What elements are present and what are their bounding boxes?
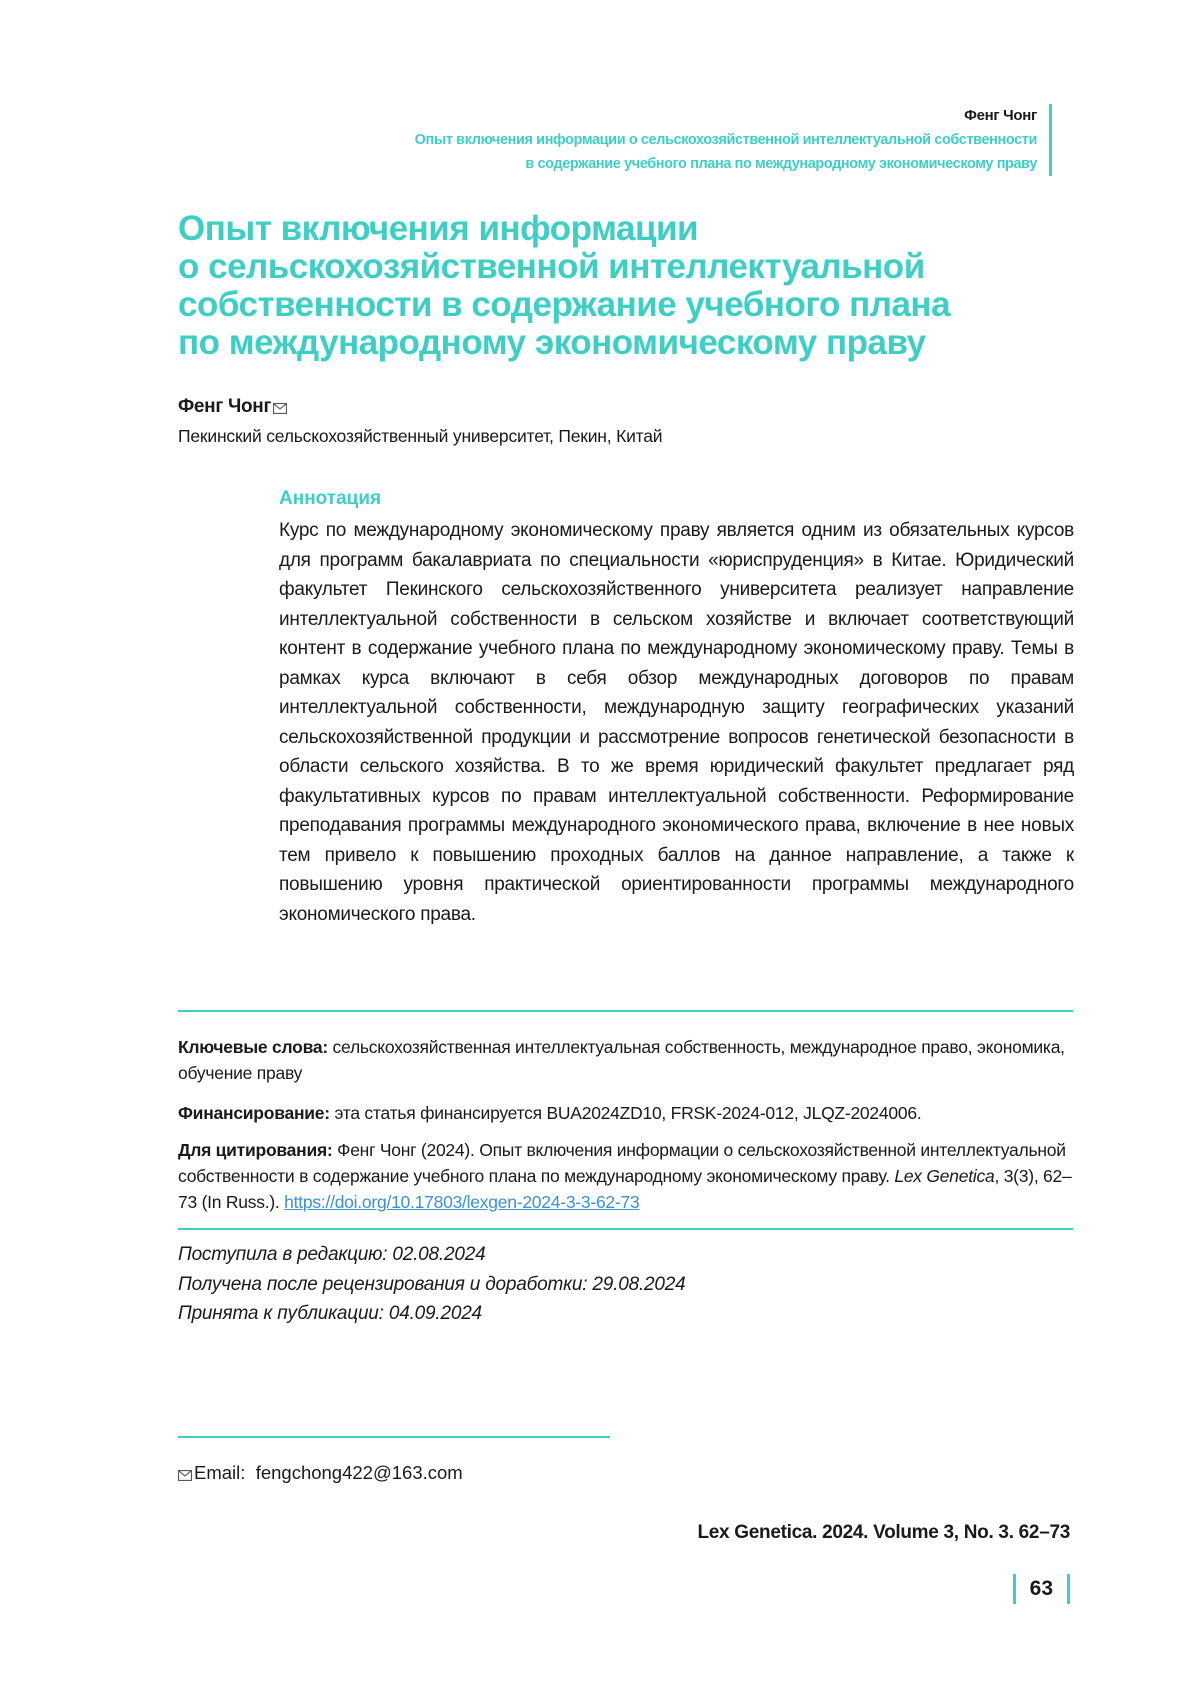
article-title-line1: Опыт включения информации <box>178 209 699 248</box>
footnote-divider <box>178 1436 610 1438</box>
funding <box>178 1100 1073 1126</box>
date-accepted: Принята к публикации: 04.09.2024 <box>178 1303 482 1324</box>
funding-label: Финансирование: <box>178 1103 330 1123</box>
doi-link[interactable]: https://doi.org/10.17803/lexgen-2024-3-3-62-73 <box>284 1192 640 1212</box>
keywords <box>178 1034 1073 1086</box>
article-dates <box>178 1240 686 1329</box>
envelope-icon[interactable] <box>273 398 287 420</box>
article-title <box>178 210 1038 362</box>
email-address[interactable]: fengchong422@163.com <box>255 1462 463 1483</box>
running-header-title-line2: в содержание учебного плана по международному экономическому праву <box>525 156 1037 172</box>
date-received: Поступила в редакцию: 02.08.2024 <box>178 1244 486 1265</box>
page-number: 63 <box>1013 1574 1070 1604</box>
email-label: Email: <box>194 1462 246 1483</box>
abstract-heading: Аннотация <box>279 488 382 509</box>
keywords-text: сельскохозяйственная интеллектуальная собственность, международное право, экономика, обучение праву <box>178 1037 1065 1083</box>
citation-label: Для цитирования: <box>178 1140 333 1160</box>
running-header-author: Фенг Чонг <box>964 107 1037 124</box>
article-title-line4: по международному экономическому праву <box>178 323 926 362</box>
envelope-icon <box>178 1464 192 1486</box>
citation <box>178 1137 1073 1215</box>
running-header-title-line1: Опыт включения информации о сельскохозяйственной интеллектуальной собственности <box>414 132 1037 148</box>
article-title-line3: собственности в содержание учебного плана <box>178 285 951 324</box>
running-header <box>415 104 1052 176</box>
keywords-label: Ключевые слова: <box>178 1037 328 1057</box>
citation-journal: Lex Genetica <box>894 1166 995 1186</box>
divider-middle <box>178 1228 1073 1230</box>
date-revised: Получена после рецензирования и доработки: 29.08.2024 <box>178 1273 686 1295</box>
funding-text: эта статья финансируется BUA2024ZD10, FRSK-2024-012, JLQZ-2024006. <box>334 1103 922 1123</box>
divider-top <box>178 1010 1073 1012</box>
author-line <box>178 396 287 420</box>
email-footnote <box>178 1462 463 1486</box>
journal-footer: Lex Genetica. 2024. Volume 3, No. 3. 62–73 <box>697 1522 1070 1543</box>
citation-text: Фенг Чонг (2024). Опыт включения информации о сельскохозяйственной интеллектуальной собственности в содержание учебного плана по международному экономическому праву. <box>178 1140 1066 1186</box>
citation-volume: , 3(3), 62–73 (In Russ.). <box>178 1166 1072 1212</box>
abstract-section <box>279 488 1074 929</box>
author-name: Фенг Чонг <box>178 396 272 417</box>
affiliation: Пекинский сельскохозяйственный университет, Пекин, Китай <box>178 426 663 446</box>
abstract-text: Курс по международному экономическому праву является одним из обязательных курсов для программ бакалавриата по специальности «юриспруденция» в Китае. Юридический факультет Пекинского сельскохозяйственного университета реализует направление интеллектуальной собственности в сельском хозяйстве и включает соответствующий контент в содержание учебного плана по международному экономическому праву. Темы в рамках курса включают в себя обзор международных договоров по правам интеллектуальной собственности, международную защиту географических указаний сельскохозяйственной продукции и рассмотрение вопросов генетической безопасности в области сельского хозяйства. В то же время юридический факультет предлагает ряд факультативных курсов по правам интеллектуальной собственности. Реформирование преподавания программы международного экономического права, включение в нее новых тем привело к повышению проходных баллов на данное направление, а также к повышению уровня практической ориентированности программы международного экономического права. <box>279 520 1074 925</box>
article-title-line2: о сельскохозяйственной интеллектуальной <box>178 247 925 286</box>
